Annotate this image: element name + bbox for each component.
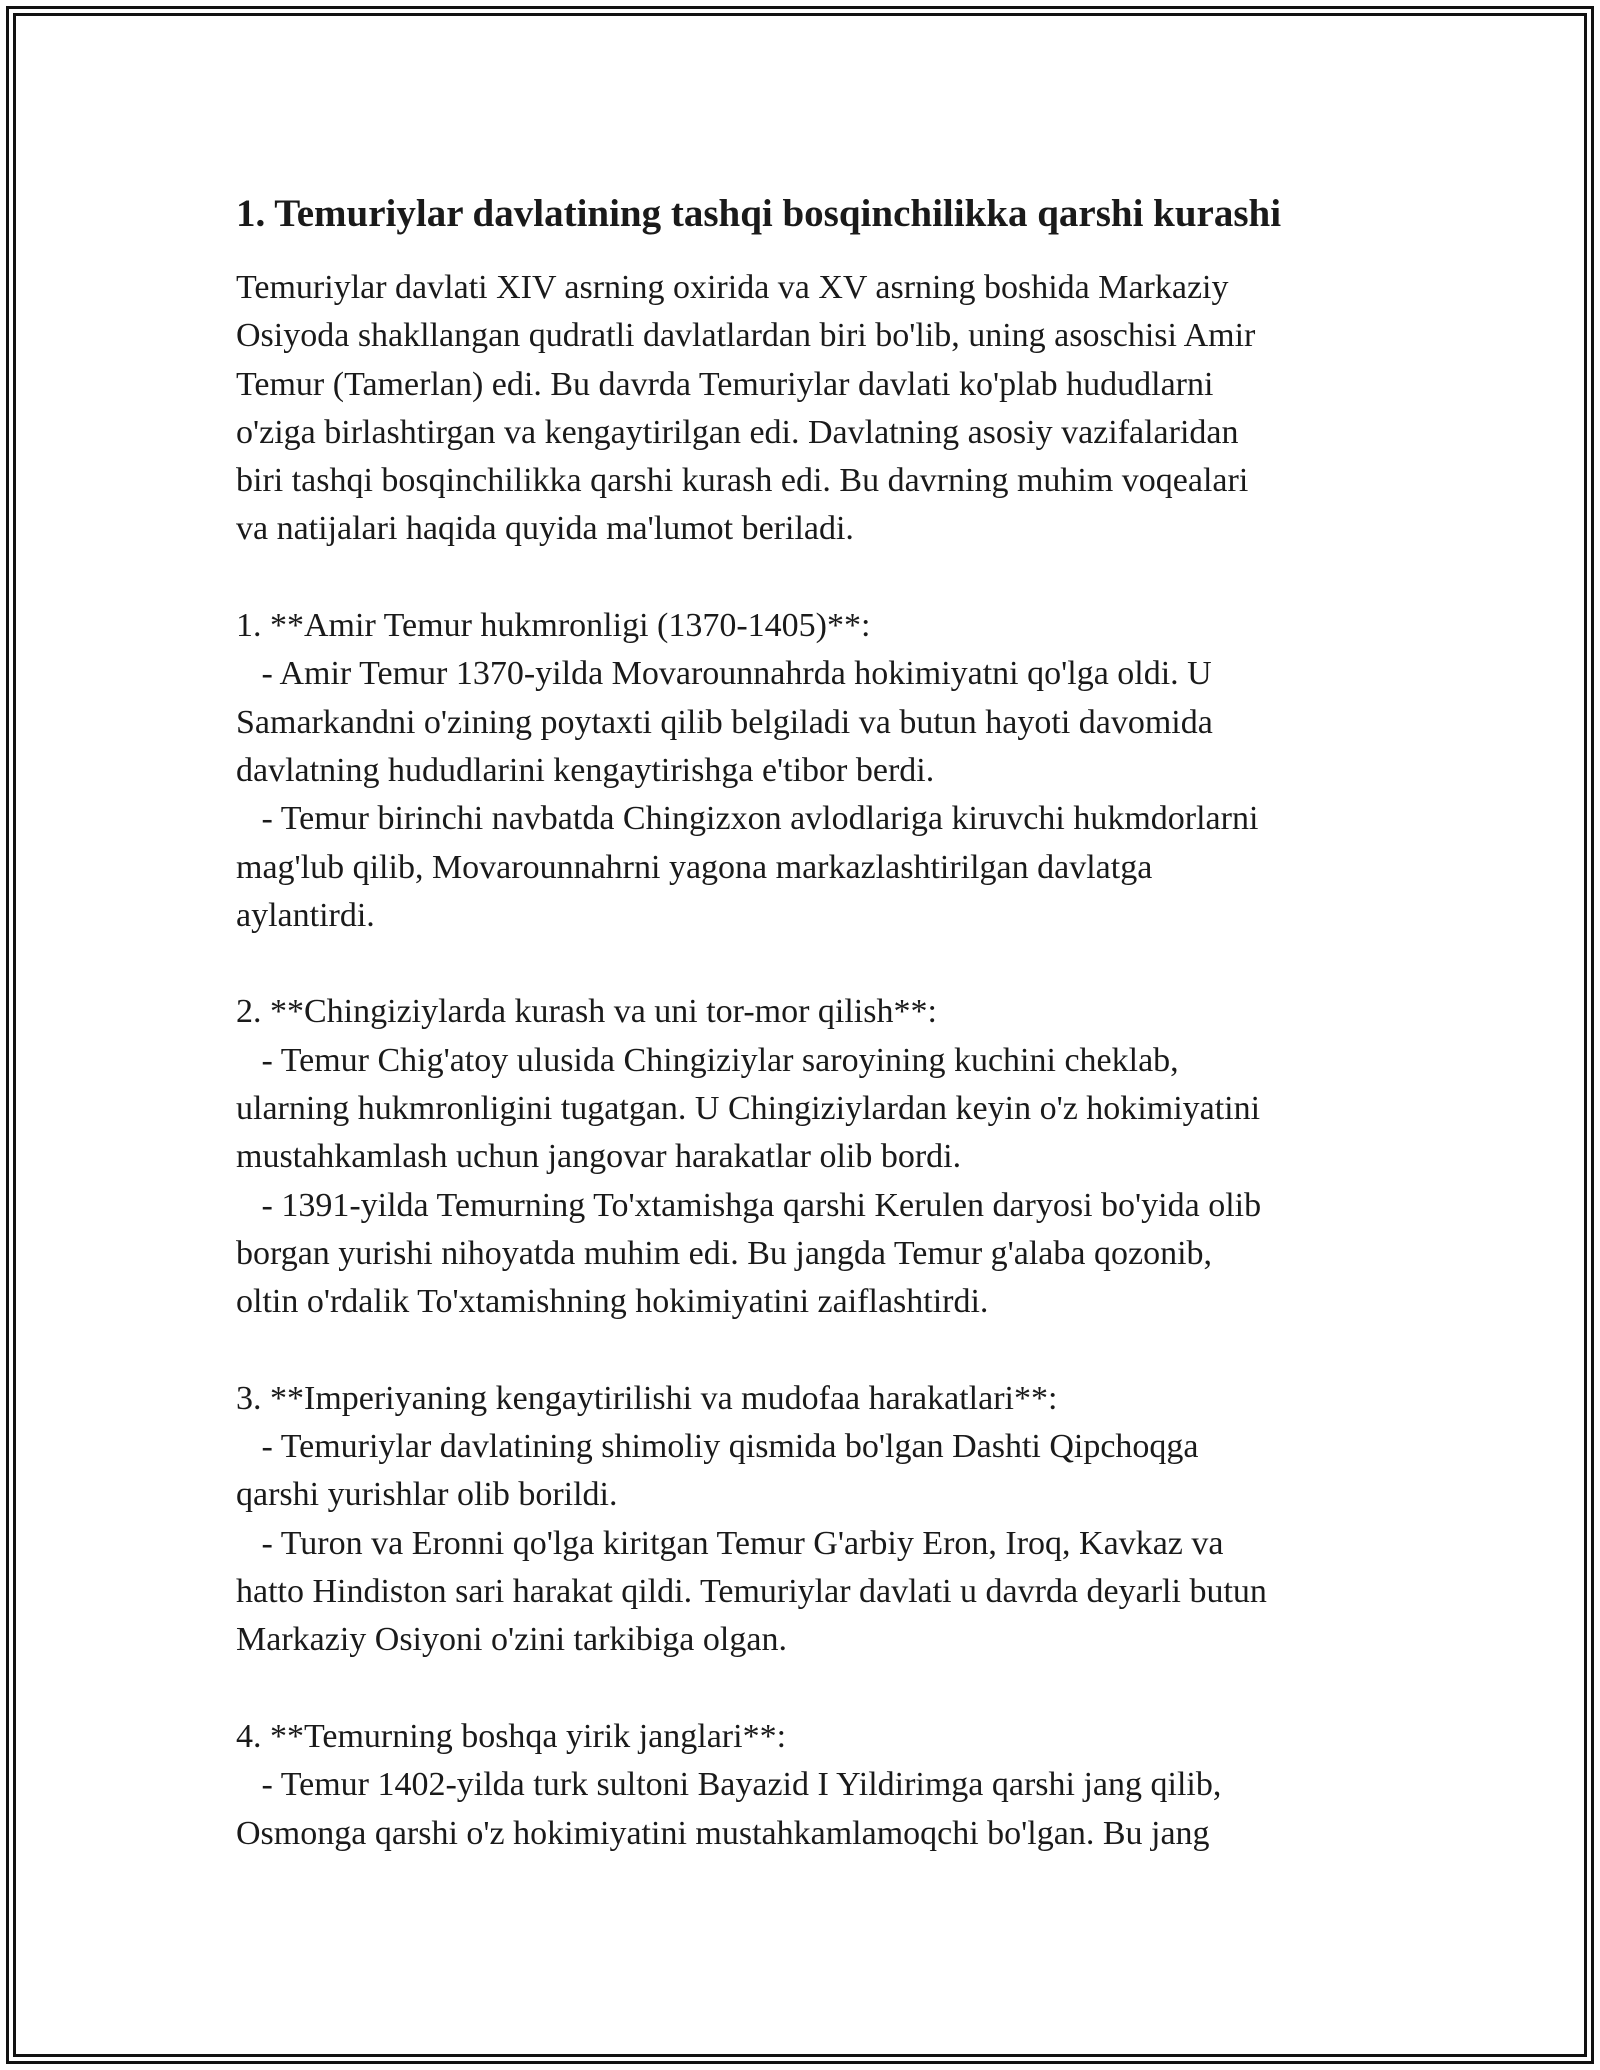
intro-line: Osiyoda shakllangan qudratli davlatlardan biri bo'lib, uning asoschisi Amir xyxy=(236,317,1256,355)
section-heading: 1. **Amir Temur hukmronligi (1370-1405)**: xyxy=(236,607,871,645)
section-line: oltin o'rdalik To'xtamishning hokimiyatini zaiflashtirdi. xyxy=(236,1283,989,1321)
section-line: Markaziy Osiyoni o'zini tarkibiga olgan. xyxy=(236,1621,787,1659)
section-line: aylantirdi. xyxy=(236,896,375,934)
section-3 xyxy=(236,1375,1386,1665)
section-1 xyxy=(236,602,1386,940)
section-line: Samarkandni o'zining poytaxti qilib belgiladi va butun hayoti davomida xyxy=(236,703,1213,741)
paragraph-spacer xyxy=(236,554,1386,602)
intro-paragraph xyxy=(236,264,1386,554)
paragraph-spacer xyxy=(236,1665,1386,1713)
section-line: davlatning hududlarini kengaytirishga e'tibor berdi. xyxy=(236,751,935,789)
section-4 xyxy=(236,1713,1386,1858)
section-line: - Temur birinchi navbatda Chingizxon avlodlariga kiruvchi hukmdorlarni xyxy=(236,800,1259,838)
section-line: ularning hukmronligini tugatgan. U Chingiziylardan keyin o'z hokimiyatini xyxy=(236,1090,1261,1128)
section-line: - Amir Temur 1370-yilda Movarounnahrda hokimiyatni qo'lga oldi. U xyxy=(236,655,1212,693)
intro-line: biri tashqi bosqinchilikka qarshi kurash edi. Bu davrning muhim voqealari xyxy=(236,462,1249,500)
section-line: - Turon va Eronni qo'lga kiritgan Temur G'arbiy Eron, Iroq, Kavkaz va xyxy=(236,1524,1224,1562)
section-line: - Temur Chig'atoy ulusida Chingiziylar saroyining kuchini cheklab, xyxy=(236,1041,1179,1079)
section-line: qarshi yurishlar olib borildi. xyxy=(236,1476,618,1514)
section-line: mustahkamlash uchun jangovar harakatlar olib bordi. xyxy=(236,1138,962,1176)
paragraph-spacer xyxy=(236,940,1386,988)
section-line: - 1391-yilda Temurning To'xtamishga qarshi Kerulen daryosi bo'yida olib xyxy=(236,1186,1262,1224)
section-heading: 3. **Imperiyaning kengaytirilishi va mudofaa harakatlari**: xyxy=(236,1379,1058,1417)
section-line: - Temur 1402-yilda turk sultoni Bayazid I Yildirimga qarshi jang qilib, xyxy=(236,1766,1222,1804)
document-body xyxy=(236,186,1386,1858)
section-line: Osmonga qarshi o'z hokimiyatini mustahkamlamoqchi bo'lgan. Bu jang xyxy=(236,1814,1210,1852)
intro-line: Temuriylar davlati XIV asrning oxirida va XV asrning boshida Markaziy xyxy=(236,269,1229,306)
intro-line: va natijalari haqida quyida ma'lumot beriladi. xyxy=(236,510,854,548)
section-heading: 2. **Chingiziylarda kurash va uni tor-mor qilish**: xyxy=(236,993,937,1031)
section-line: - Temuriylar davlatining shimoliy qismida bo'lgan Dashti Qipchoqga xyxy=(236,1428,1199,1466)
section-line: mag'lub qilib, Movarounnahrni yagona markazlashtirilgan davlatga xyxy=(236,848,1153,886)
intro-line: Temur (Tamerlan) edi. Bu davrda Temuriylar davlati ko'plab hududlarni xyxy=(236,365,1214,403)
section-line: hatto Hindiston sari harakat qildi. Temuriylar davlati u davrda deyarli butun xyxy=(236,1573,1267,1611)
paragraph-spacer xyxy=(236,1327,1386,1375)
intro-line: o'ziga birlashtirgan va kengaytirilgan edi. Davlatning asosiy vazifalaridan xyxy=(236,413,1239,451)
document-title: 1. Temuriylar davlatining tashqi bosqinchilikka qarshi kurashi xyxy=(236,192,1282,235)
section-heading: 4. **Temurning boshqa yirik janglari**: xyxy=(236,1717,787,1755)
section-2 xyxy=(236,988,1386,1326)
section-line: borgan yurishi nihoyatda muhim edi. Bu jangda Temur g'alaba qozonib, xyxy=(236,1234,1213,1272)
